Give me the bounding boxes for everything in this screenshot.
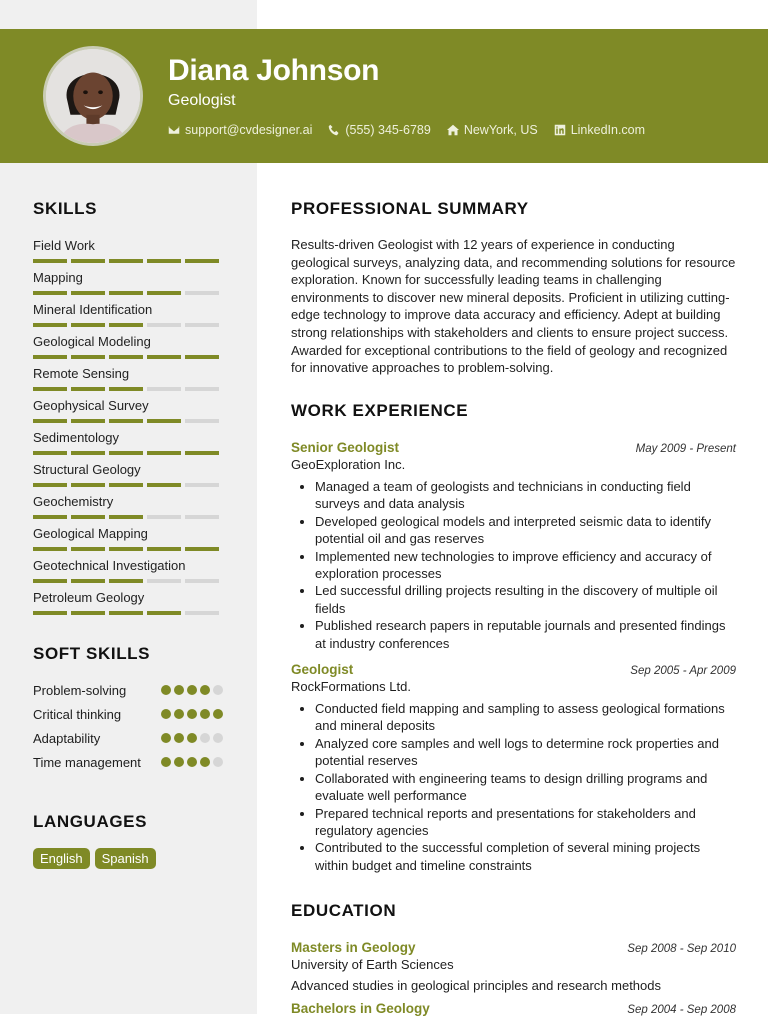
skill-level-segment	[147, 323, 181, 327]
skills-title: SKILLS	[33, 199, 98, 218]
soft-skill-item	[33, 706, 233, 723]
skill-item	[33, 366, 233, 398]
skill-level-bar	[33, 259, 233, 263]
skill-level-segment	[147, 259, 181, 263]
skills-list	[33, 238, 233, 622]
education-degree: Masters in Geology	[291, 940, 416, 955]
soft-skill-name: Time management	[33, 755, 141, 770]
soft-skill-name: Problem-solving	[33, 683, 127, 698]
rating-dot	[174, 685, 184, 695]
skill-item	[33, 238, 233, 270]
skill-level-segment	[147, 387, 181, 391]
language-badge: Spanish	[95, 848, 156, 869]
skill-level-segment	[71, 483, 105, 487]
skill-level-segment	[185, 579, 219, 583]
skills-section	[33, 199, 233, 622]
rating-dot	[187, 733, 197, 743]
experience-section	[291, 401, 736, 880]
education-description: Advanced studies in geological principles and research methods	[291, 978, 661, 993]
summary-section	[291, 199, 736, 377]
skill-level-segment	[71, 291, 105, 295]
contact-row	[168, 123, 645, 137]
skill-level-segment	[71, 515, 105, 519]
skill-level-segment	[147, 291, 181, 295]
skill-level-segment	[109, 387, 143, 391]
skill-level-segment	[71, 387, 105, 391]
skill-level-segment	[109, 323, 143, 327]
skill-level-segment	[185, 483, 219, 487]
skill-name: Geological Mapping	[33, 526, 148, 541]
contact-email[interactable]	[168, 123, 312, 137]
skill-level-bar	[33, 323, 233, 327]
skill-level-segment	[109, 547, 143, 551]
rating-dot	[161, 709, 171, 719]
education-school: University of Earth Sciences	[291, 957, 454, 972]
skill-item	[33, 494, 233, 526]
skill-name: Mineral Identification	[33, 302, 153, 317]
job-bullets	[291, 478, 736, 652]
rating-dot	[161, 685, 171, 695]
candidate-name: Diana Johnson	[168, 54, 380, 87]
skill-level-bar	[33, 419, 233, 423]
skill-level-segment	[33, 547, 67, 551]
skill-level-segment	[185, 259, 219, 263]
skill-item	[33, 526, 233, 558]
skill-name: Geological Modeling	[33, 334, 151, 349]
skill-name: Field Work	[33, 238, 95, 253]
skill-item	[33, 302, 233, 334]
rating-dot	[174, 733, 184, 743]
skill-level-segment	[71, 323, 105, 327]
skill-level-segment	[109, 611, 143, 615]
job-header	[291, 440, 736, 455]
rating-dot	[213, 757, 223, 767]
soft-skill-name: Adaptability	[33, 731, 101, 746]
skill-name: Structural Geology	[33, 462, 141, 477]
skill-level-bar	[33, 611, 233, 615]
skill-level-segment	[109, 419, 143, 423]
job-date: Sep 2005 - Apr 2009	[630, 665, 736, 678]
skill-level-segment	[71, 451, 105, 455]
linkedin-icon	[554, 124, 566, 136]
rating-dot	[213, 733, 223, 743]
skill-level-segment	[185, 387, 219, 391]
job-entry	[291, 662, 736, 874]
skill-level-segment	[185, 547, 219, 551]
soft-skill-item	[33, 730, 233, 747]
skill-level-segment	[33, 515, 67, 519]
rating-dot	[187, 685, 197, 695]
job-header	[291, 662, 736, 677]
skill-level-segment	[109, 259, 143, 263]
rating-dot	[187, 757, 197, 767]
skill-name: Geophysical Survey	[33, 398, 149, 413]
skill-level-segment	[33, 291, 67, 295]
skill-level-segment	[33, 419, 67, 423]
skill-level-segment	[71, 419, 105, 423]
job-bullet: • Published research papers in reputable journals and presented findings at industry conferences	[315, 617, 736, 652]
skill-name: Petroleum Geology	[33, 590, 145, 605]
contact-linkedin[interactable]	[554, 123, 645, 137]
rating-dot	[213, 685, 223, 695]
skill-name: Sedimentology	[33, 430, 119, 445]
linkedin-text: LinkedIn.com	[570, 123, 646, 137]
job-company: GeoExploration Inc.	[291, 457, 406, 472]
skill-level-segment	[185, 419, 219, 423]
rating-dot	[200, 709, 210, 719]
job-company: RockFormations Ltd.	[291, 679, 411, 695]
skill-level-segment	[71, 611, 105, 615]
rating-dot	[161, 733, 171, 743]
skill-level-segment	[147, 611, 181, 615]
skill-item	[33, 462, 233, 494]
skill-level-bar	[33, 547, 233, 551]
education-degree: Bachelors in Geology	[291, 1001, 430, 1016]
soft-skill-item	[33, 682, 233, 699]
portrait-illustration	[46, 49, 140, 143]
skill-level-segment	[33, 579, 67, 583]
rating-dot	[200, 757, 210, 767]
skill-level-bar	[33, 515, 233, 519]
skill-level-bar	[33, 451, 233, 455]
email-text: support@cvdesigner.ai	[185, 123, 313, 137]
skill-name: Geochemistry	[33, 494, 114, 509]
experience-title: WORK EXPERIENCE	[291, 401, 469, 420]
skill-item	[33, 590, 233, 622]
skill-level-segment	[147, 451, 181, 455]
job-bullet: • Developed geological models and interpreted seismic data to identify potential oil and gas reserves	[315, 513, 736, 548]
skill-level-segment	[33, 611, 67, 615]
skill-level-segment	[185, 515, 219, 519]
soft-skill-name: Critical thinking	[33, 707, 122, 722]
contact-phone[interactable]	[328, 123, 430, 137]
language-badge: English	[33, 848, 90, 869]
skill-level-segment	[185, 355, 219, 359]
skill-name: Mapping	[33, 270, 83, 285]
skill-level-segment	[71, 547, 105, 551]
education-date: Sep 2008 - Sep 2010	[627, 943, 736, 955]
soft-skill-rating	[161, 733, 223, 743]
summary-title: PROFESSIONAL SUMMARY	[291, 199, 529, 218]
phone-icon	[328, 124, 340, 136]
skill-level-segment	[147, 355, 181, 359]
skill-level-segment	[109, 451, 143, 455]
skill-level-segment	[185, 323, 219, 327]
soft-skills-section	[33, 644, 233, 778]
job-title: Geologist	[291, 662, 354, 678]
phone-text: (555) 345-6789	[345, 123, 431, 137]
job-bullet: • Analyzed core samples and well logs to determine rock properties and potential reserves	[315, 735, 736, 770]
education-section	[291, 901, 736, 1022]
job-title: Senior Geologist	[291, 440, 400, 455]
skill-level-bar	[33, 291, 233, 295]
skill-level-bar	[33, 579, 233, 583]
header-banner	[0, 29, 768, 163]
skill-level-segment	[33, 355, 67, 359]
skill-level-segment	[71, 355, 105, 359]
languages-list	[33, 848, 233, 869]
skill-level-segment	[71, 259, 105, 263]
skill-level-segment	[147, 483, 181, 487]
skill-level-segment	[33, 259, 67, 263]
skill-level-bar	[33, 387, 233, 391]
summary-text: Results-driven Geologist with 12 years of experience in conducting geological surveys, analyzing data, and recommending solutions for resource exploration. Known for successfully leading teams in challenging environments to discover new mineral deposits. Proficient in utilizing cutting-edge technology to improve data accuracy and efficiency. Adept at building strong relationships with stakeholders and clients to ensure project success. Awarded for exceptional contributions to the field of geology and recognized for innovative approaches to problem-solving.	[291, 237, 736, 376]
job-bullets	[291, 700, 736, 874]
skill-item	[33, 558, 233, 590]
skill-level-segment	[185, 451, 219, 455]
job-bullet: • Conducted field mapping and sampling to assess geological formations and mineral deposits	[315, 700, 736, 735]
skill-level-segment	[33, 323, 67, 327]
job-entry	[291, 440, 736, 652]
education-item	[291, 940, 736, 993]
jobs-list	[291, 440, 736, 874]
contact-location	[447, 123, 538, 137]
skill-level-segment	[147, 579, 181, 583]
skill-name: Remote Sensing	[33, 366, 130, 381]
languages-section	[33, 812, 233, 869]
languages-title: LANGUAGES	[33, 812, 148, 831]
skill-level-segment	[109, 355, 143, 359]
skill-item	[33, 270, 233, 302]
job-bullet: • Led successful drilling projects resulting in the discovery of multiple oil fields	[315, 582, 736, 617]
job-bullet: • Contributed to the successful completion of several mining projects within budget and timeline constraints	[315, 839, 736, 874]
profile-photo	[43, 46, 143, 146]
skill-level-segment	[33, 483, 67, 487]
skill-item	[33, 334, 233, 366]
skill-level-segment	[109, 291, 143, 295]
job-bullet: • Implemented new technologies to improve efficiency and accuracy of exploration processes	[315, 548, 736, 583]
skill-level-segment	[33, 387, 67, 391]
skill-level-segment	[109, 515, 143, 519]
skill-item	[33, 398, 233, 430]
soft-skill-rating	[161, 709, 223, 719]
skill-level-segment	[33, 451, 67, 455]
candidate-role: Geologist	[168, 92, 236, 109]
skill-level-bar	[33, 355, 233, 359]
skill-level-segment	[109, 483, 143, 487]
soft-skill-item	[33, 754, 233, 771]
skill-level-segment	[147, 547, 181, 551]
skill-level-segment	[185, 291, 219, 295]
rating-dot	[174, 757, 184, 767]
job-bullet: • Managed a team of geologists and technicians in conducting field surveys and data analysis	[315, 478, 736, 513]
home-icon	[447, 124, 459, 136]
job-bullet: • Prepared technical reports and presentations for stakeholders and regulatory agencies	[315, 805, 736, 840]
education-title: EDUCATION	[291, 901, 397, 920]
location-text: NewYork, US	[463, 123, 538, 137]
education-list	[291, 940, 736, 1016]
soft-skills-title: SOFT SKILLS	[33, 644, 151, 663]
envelope-icon	[168, 124, 180, 136]
job-bullet: • Collaborated with engineering teams to design drilling programs and evaluate well performance	[315, 770, 736, 805]
skill-level-bar	[33, 483, 233, 487]
soft-skill-rating	[161, 757, 223, 767]
rating-dot	[200, 733, 210, 743]
rating-dot	[187, 709, 197, 719]
skill-level-segment	[185, 611, 219, 615]
skill-name: Geotechnical Investigation	[33, 558, 186, 573]
soft-skill-rating	[161, 685, 223, 695]
job-date: May 2009 - Present	[635, 443, 736, 455]
rating-dot	[161, 757, 171, 767]
rating-dot	[213, 709, 223, 719]
skill-level-segment	[109, 579, 143, 583]
skill-item	[33, 430, 233, 462]
rating-dot	[200, 685, 210, 695]
soft-skills-list	[33, 682, 233, 771]
skill-level-segment	[147, 515, 181, 519]
education-date: Sep 2004 - Sep 2008	[627, 1004, 736, 1016]
rating-dot	[174, 709, 184, 719]
skill-level-segment	[71, 579, 105, 583]
skill-level-segment	[147, 419, 181, 423]
